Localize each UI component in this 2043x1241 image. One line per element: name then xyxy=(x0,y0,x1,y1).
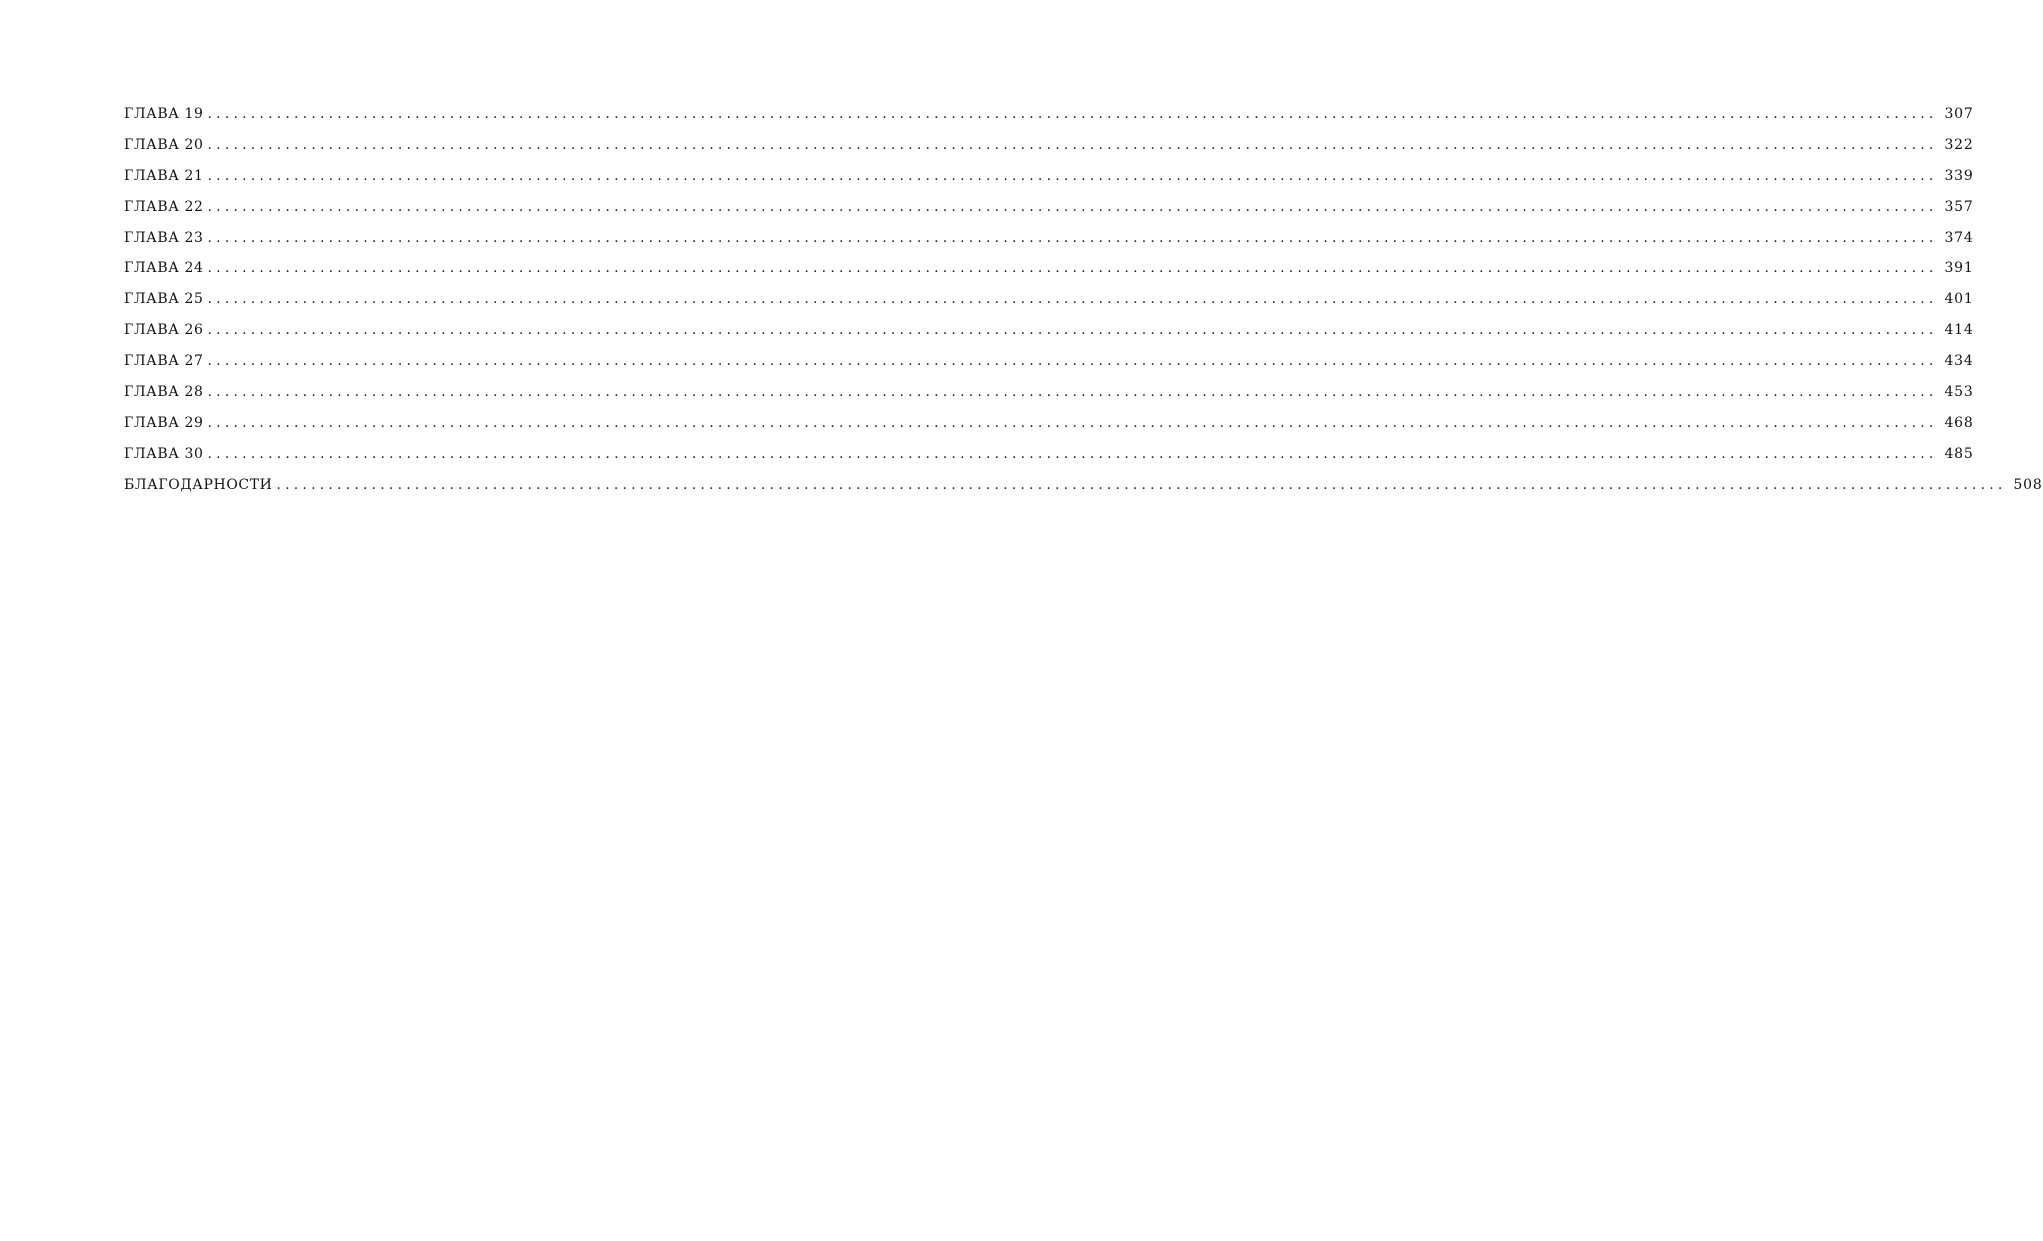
toc-entry-page: 357 xyxy=(1944,198,1974,215)
toc-entry-page: 434 xyxy=(1944,353,1974,370)
toc-entry-page: 322 xyxy=(1944,136,1974,153)
dot-leader: ........................................................................................................................................................................................................ xyxy=(207,106,1938,122)
toc-entry xyxy=(124,445,1974,477)
toc-entry xyxy=(124,167,1974,199)
toc-entry xyxy=(124,414,1974,446)
toc-entry-page: 339 xyxy=(1944,167,1974,184)
dot-leader: ........................................................................................................................................................................................................ xyxy=(207,291,1938,308)
toc-entry xyxy=(124,136,1974,168)
toc-entry-title: ГЛАВА 25 xyxy=(124,291,204,308)
dot-leader: ........................................................................................................................................................................................................ xyxy=(276,476,2007,493)
toc-entry xyxy=(124,106,1974,137)
toc-entry-title: ГЛАВА 21 xyxy=(124,167,204,184)
toc-entry xyxy=(124,229,1974,261)
toc-entry-title: ГЛАВА 24 xyxy=(124,260,204,277)
toc-entry xyxy=(124,260,1974,291)
table-of-contents xyxy=(124,106,2043,508)
toc-entry xyxy=(124,291,1974,322)
toc-entry xyxy=(124,384,1974,415)
toc-entry-page: 307 xyxy=(1944,106,1974,122)
toc-entry-page: 391 xyxy=(1944,260,1974,277)
dot-leader: ........................................................................................................................................................................................................ xyxy=(207,322,1938,339)
dot-leader: ........................................................................................................................................................................................................ xyxy=(207,384,1938,401)
toc-entry-title: ГЛАВА 20 xyxy=(124,136,204,153)
toc-entry-title: ГЛАВА 30 xyxy=(124,445,204,462)
toc-entry-page: 508 xyxy=(2013,476,2043,493)
dot-leader: ........................................................................................................................................................................................................ xyxy=(207,414,1938,431)
toc-entry xyxy=(124,353,1974,384)
dot-leader: ........................................................................................................................................................................................................ xyxy=(207,167,1938,184)
toc-entry-page: 468 xyxy=(1944,414,1974,431)
toc-entry-title: ГЛАВА 19 xyxy=(124,106,204,122)
toc-entry-title: ГЛАВА 28 xyxy=(124,384,204,401)
toc-entry-page: 485 xyxy=(1944,445,1974,462)
toc-entry xyxy=(124,198,1974,230)
toc-entry-page: 374 xyxy=(1944,229,1974,246)
toc-entry-title: ГЛАВА 23 xyxy=(124,229,204,246)
dot-leader: ........................................................................................................................................................................................................ xyxy=(207,198,1938,215)
dot-leader: ........................................................................................................................................................................................................ xyxy=(207,229,1938,246)
toc-entry-title: ГЛАВА 27 xyxy=(124,353,204,370)
toc-entry-title: БЛАГОДАРНОСТИ xyxy=(124,476,273,493)
toc-entry-page: 414 xyxy=(1944,322,1974,339)
dot-leader: ........................................................................................................................................................................................................ xyxy=(207,260,1938,277)
toc-entry-page: 453 xyxy=(1944,384,1974,401)
toc-entry-title: ГЛАВА 29 xyxy=(124,414,204,431)
dot-leader: ........................................................................................................................................................................................................ xyxy=(207,136,1938,153)
toc-entry xyxy=(124,322,1974,353)
dot-leader: ........................................................................................................................................................................................................ xyxy=(207,353,1938,370)
toc-entry-title: ГЛАВА 26 xyxy=(124,322,204,339)
toc-entry-title: ГЛАВА 22 xyxy=(124,198,204,215)
dot-leader: ........................................................................................................................................................................................................ xyxy=(207,445,1938,462)
toc-entry-page: 401 xyxy=(1944,291,1974,308)
toc-entry xyxy=(124,476,2043,508)
